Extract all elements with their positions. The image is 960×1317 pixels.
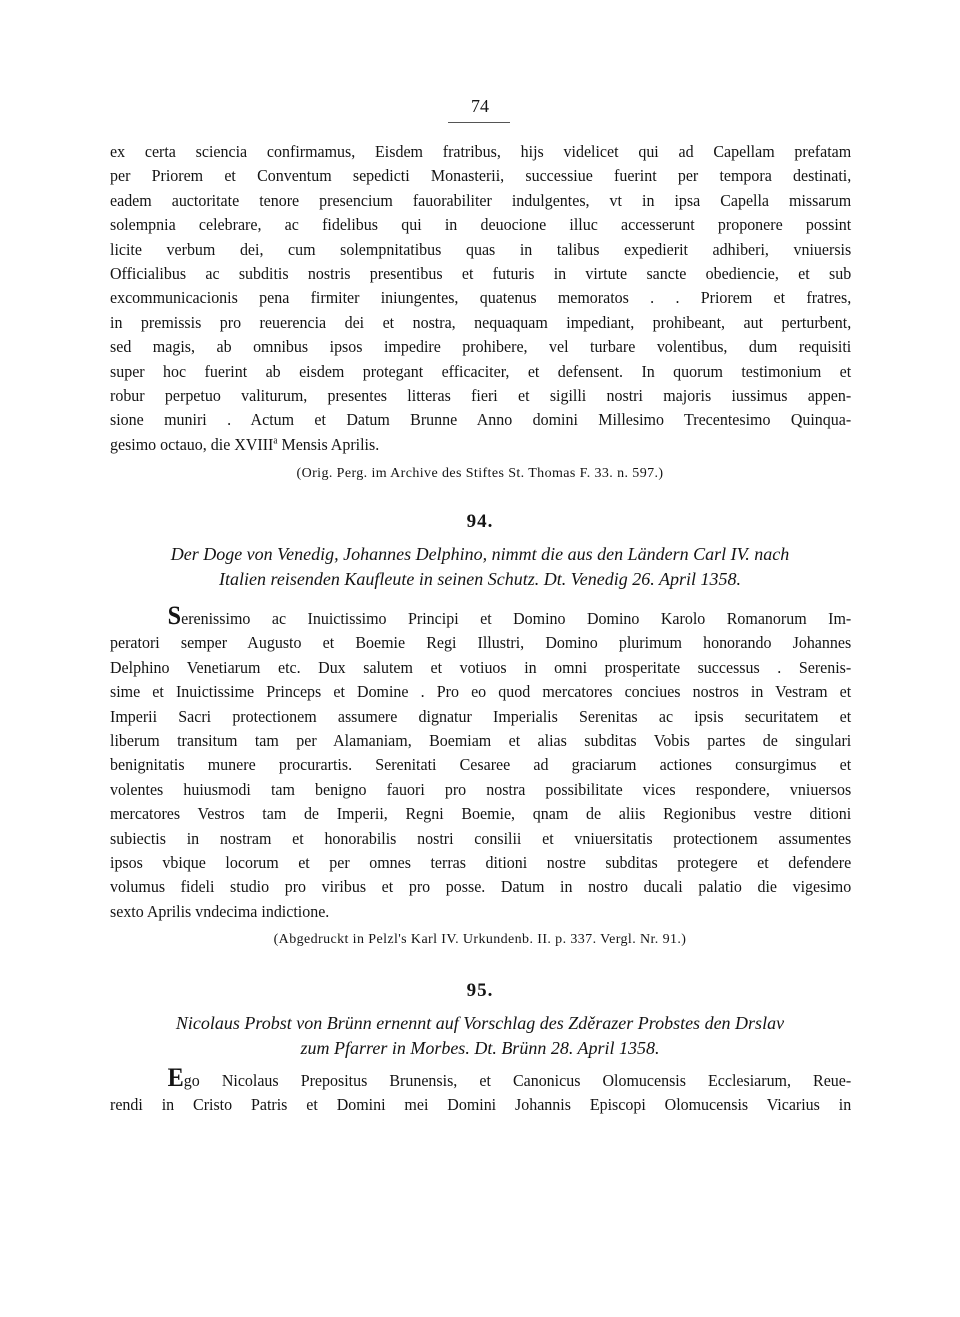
initial-letter: S (167, 601, 182, 630)
text-line: sed magis, ab omnibus ipsos impedire prohibere, vel turbare volentibus, dum requisiti (110, 337, 852, 357)
first-line (110, 601, 852, 631)
text-line: in premissis pro reuerencia dei et nostra, nequaquam impediant, prohibeant, aut perturbent, (110, 312, 852, 332)
document-94-heading-line-1: Der Doge von Venedig, Johannes Delphino, nimmt die aus den Ländern Carl IV. nach (170, 544, 790, 564)
document-95-heading-line-1: Nicolaus Probst von Brünn ernennt auf Vorschlag des Zděrazer Probstes den Drslav (175, 1013, 785, 1033)
text-line: Delphino Venetiarum etc. Dux salutem et votiuos in omni prosperitate successus . Serenis- (110, 657, 852, 677)
text-line: rendi in Cristo Patris et Domini mei Domini Johannis Episcopi Olomucensis Vicarius in (110, 1095, 852, 1115)
document-95-heading-line-2: zum Pfarrer in Morbes. Dt. Brünn 28. April 1358. (300, 1038, 660, 1058)
document-95-body (110, 1063, 852, 1118)
text-line: volentes huiusmodi tam benigno fauori pro nostra possibilitate vices respondere, vniuersos (110, 779, 852, 799)
text-line: sione muniri . Actum et Datum Brunne Anno domini Millesimo Trecentesimo Quinqua- (110, 410, 852, 430)
text-line: liberum transitum tam per Alamaniam, Boemiam et alias subditas Vobis partes de singulari (110, 731, 852, 751)
document-95-heading (0, 1011, 960, 1061)
first-line (110, 1063, 852, 1093)
text-line: super hoc fuerint ab eisdem protegant efficaciter, et defensent. In quorum testimonium et (110, 361, 852, 381)
document-95-number: 95. (466, 980, 494, 1001)
text-line: per Priorem et Conventum sepedicti Monasterii, successiue fuerint per tempora destinati, (110, 166, 852, 186)
page-number-rule (448, 122, 510, 123)
continuation-source-note: (Orig. Perg. im Archive des Stiftes St. Thomas F. 33. n. 597.) (296, 466, 664, 481)
text-line: eadem auctoritate tenore presencium fauorabiliter indulgentes, vt in ipsa Capella missarum (110, 190, 852, 210)
text-line: ex certa sciencia confirmamus, Eisdem fratribus, hijs videlicet qui ad Capellam prefatam (110, 142, 852, 161)
text-line (110, 433, 851, 457)
text-segment: gesimo octauo, die XVIII (110, 434, 274, 454)
text-line: volumus fideli studio pro viribus et pro posse. Datum in nostro ducali palatio die vigesimo (110, 877, 852, 897)
text-line: ipsos vbique locorum et per omnes terras ditioni nostre subditas protegere et defendere (110, 853, 852, 873)
text-line: excommunicacionis pena firmiter iniungentes, quatenus memoratos . . Priorem et fratres, (110, 288, 852, 308)
text-line: solempnia celebrare, ac fidelibus qui in deuocione illuc accesserunt proponere possint (110, 215, 852, 235)
text-segment: Mensis Aprilis. (277, 434, 380, 454)
text-line: Imperii Sacri protectionem assumere dignatur Imperialis Serenitas ac ipsis securitatem et (110, 706, 852, 726)
document-94-source-note: (Abgedruckt in Pelzl's Karl IV. Urkundenb. II. p. 337. Vergl. Nr. 91.) (273, 932, 687, 947)
text-line: peratori semper Augusto et Boemie Regi Illustri, Domino plurimum honorando Johannes (110, 633, 852, 653)
text-line: Officialibus ac subditis nostris presentibus et futuris in virtute sancte obediencie, et sub (110, 264, 852, 284)
text-line: subiectis in nostram et honorabilis nostri consilii et vniuersitatis protectionem assumentes (110, 828, 852, 848)
text-line: robur perpetuo valiturum, presentes litteras fieri et sigilli nostri majoris iussimus appen- (110, 386, 852, 406)
text-line: benignitatis munere procurartis. Serenitati Cesaree ad graciarum actiones consurgimus et (110, 755, 852, 775)
text-line: sexto Aprilis vndecima indictione. (110, 901, 330, 921)
text-line: sime et Inuictissime Princeps et Domine . Pro eo quod mercatores conciues nostros in Vestram et (110, 682, 852, 702)
document-94-number: 94. (466, 511, 494, 532)
page-number: 74 (471, 96, 489, 116)
initial-letter: E (167, 1063, 184, 1092)
text-segment: go Nicolaus Prepositus Brunensis, et Canonicus Olomucensis Ecclesiarum, Reue- (183, 1071, 852, 1090)
document-94-heading-line-2: Italien reisenden Kaufleute in seinen Schutz. Dt. Venedig 26. April 1358. (219, 569, 741, 589)
document-94-heading (0, 542, 960, 592)
text-line: mercatores Vestros tam de Imperii, Regni Boemie, qnam de aliis Regionibus vestre ditioni (110, 804, 852, 824)
superscript: a (273, 435, 278, 447)
continuation-paragraph (110, 140, 851, 457)
document-94-body (110, 601, 852, 924)
text-line: licite verbum dei, cum solempnitatibus quas in talibus expedierit adhiberi, vniuersis (110, 239, 852, 259)
text-segment: erenissimo ac Inuictissimo Principi et Domino Domino Karolo Romanorum Im- (181, 609, 852, 628)
